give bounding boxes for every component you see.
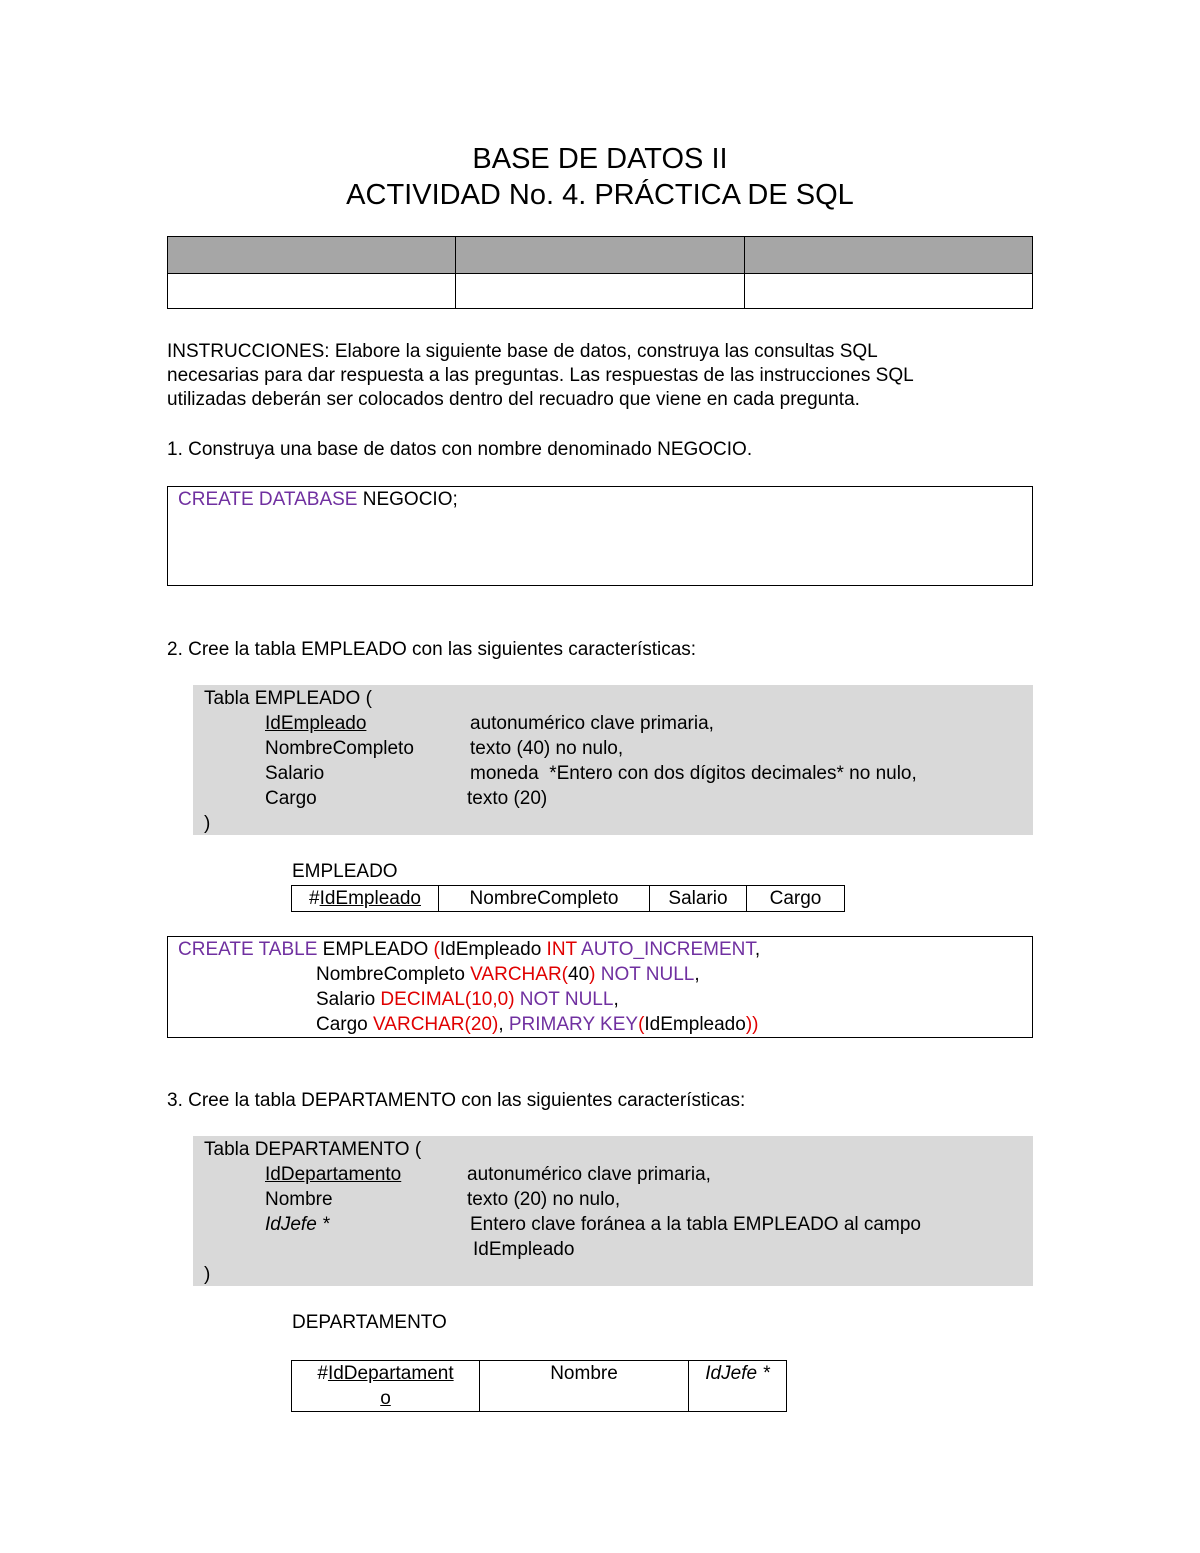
sql-keyword: NOT NULL <box>514 989 614 1010</box>
sql-paren: ( <box>433 939 440 960</box>
document-title: BASE DE DATOS II <box>472 143 728 175</box>
header-cell <box>744 237 1032 274</box>
sql-text: IdEmpleado <box>644 1014 746 1035</box>
spec-field-desc: texto (20) <box>467 788 548 809</box>
spec-field-name: NombreCompleto <box>265 738 414 759</box>
entity-col-cell: Nombre <box>480 1361 689 1412</box>
spec-field-desc: texto (20) no nulo, <box>467 1189 621 1210</box>
entity-col-cell: NombreCompleto <box>439 886 650 912</box>
instructions-line-2: necesarias para dar respuesta a las preguntas. Las respuestas de las instrucciones SQL <box>167 365 914 386</box>
spec-field-name: Nombre <box>265 1189 333 1210</box>
instructions-line-3: utilizadas deberán ser colocados dentro del recuadro que viene en cada pregunta. <box>167 389 860 410</box>
header-value-cell <box>456 274 744 309</box>
sql-text: NombreCompleto <box>316 964 471 985</box>
pk-name: IdEmpleado <box>319 887 421 909</box>
entity-col-cell: Salario <box>650 886 747 912</box>
header-value-cell <box>744 274 1032 309</box>
header-cell <box>456 237 744 274</box>
pk-name-wrap: o <box>380 1388 391 1409</box>
entity-fk-cell: IdJefe * <box>689 1361 787 1412</box>
sql-text: Salario <box>316 989 381 1010</box>
sql-text: , <box>694 964 700 985</box>
sql-paren: ) <box>589 964 596 985</box>
spec-open: Tabla EMPLEADO ( <box>204 688 372 709</box>
entity-pk-cell <box>292 886 439 912</box>
question-2: 2. Cree la tabla EMPLEADO con las siguientes características: <box>167 639 697 660</box>
sql-paren: (10,0) <box>464 989 515 1010</box>
spec-field-name: IdJefe * <box>265 1214 330 1235</box>
pk-hash: # <box>309 887 320 909</box>
instructions-line-1: INSTRUCCIONES: Elabore la siguiente base de datos, construya las consultas SQL <box>167 341 878 362</box>
sql-keyword: CREATE TABLE <box>178 939 318 960</box>
entity-pk-cell <box>292 1361 480 1412</box>
sql-text: , <box>498 1014 504 1035</box>
sql-text: Cargo <box>316 1014 374 1035</box>
sql-line-2 <box>316 963 700 987</box>
entity-label-empleado: EMPLEADO <box>292 861 398 882</box>
sql-keyword: CREATE DATABASE <box>178 489 358 510</box>
spec-field-desc: texto (40) no nulo, <box>470 738 624 759</box>
sql-text: EMPLEADO <box>317 939 434 960</box>
sql-type: DECIMAL <box>380 989 465 1010</box>
sql-paren: )) <box>745 1014 759 1035</box>
question-3: 3. Cree la tabla DEPARTAMENTO con las siguientes características: <box>167 1090 746 1111</box>
sql-type: INT <box>546 939 577 960</box>
spec-field-desc: autonumérico clave primaria, <box>470 713 714 734</box>
header-cell <box>168 237 456 274</box>
sql-type: VARCHAR <box>373 1014 465 1035</box>
sql-paren: (20) <box>464 1014 499 1035</box>
document-subtitle: ACTIVIDAD No. 4. PRÁCTICA DE SQL <box>346 179 854 211</box>
sql-keyword: AUTO_INCREMENT <box>576 939 755 960</box>
entity-label-departamento: DEPARTAMENTO <box>292 1312 447 1333</box>
sql-paren: ( <box>561 964 568 985</box>
sql-keyword: NOT NULL <box>595 964 695 985</box>
spec-field-name: IdEmpleado <box>265 713 367 734</box>
question-1: 1. Construya una base de datos con nombre denominado NEGOCIO. <box>167 439 753 460</box>
sql-line-4 <box>316 1013 758 1037</box>
header-info-table <box>167 236 1033 309</box>
sql-line-1 <box>178 938 760 962</box>
sql-text: 40 <box>568 964 590 985</box>
entity-table-empleado <box>291 885 845 912</box>
sql-keyword: PRIMARY KEY <box>503 1014 639 1035</box>
spec-field-desc: moneda *Entero con dos dígitos decimales* no nulo, <box>470 763 917 784</box>
spec-field-name: Cargo <box>265 788 317 809</box>
answer-1-sql <box>178 488 458 512</box>
sql-paren: ( <box>638 1014 645 1035</box>
pk-name: IdDepartament <box>327 1363 454 1384</box>
sql-type: VARCHAR <box>470 964 562 985</box>
sql-text: , <box>613 989 619 1010</box>
spec-field-desc: Entero clave foránea a la tabla EMPLEADO al campo <box>470 1214 921 1235</box>
spec-field-desc: autonumérico clave primaria, <box>467 1164 711 1185</box>
sql-line-3 <box>316 988 619 1012</box>
spec-close: ) <box>204 1264 211 1285</box>
spec-open: Tabla DEPARTAMENTO ( <box>204 1139 422 1160</box>
sql-text: IdEmpleado <box>439 939 547 960</box>
entity-table-departamento <box>291 1360 787 1412</box>
pk-hash: # <box>317 1363 328 1384</box>
spec-field-name: Salario <box>265 763 325 784</box>
spec-field-desc-cont: IdEmpleado <box>473 1239 575 1260</box>
spec-field-name: IdDepartamento <box>265 1164 402 1185</box>
sql-text: NEGOCIO; <box>357 489 458 510</box>
sql-text: , <box>754 939 761 960</box>
header-value-cell <box>168 274 456 309</box>
spec-close: ) <box>204 813 211 834</box>
entity-col-cell: Cargo <box>747 886 845 912</box>
